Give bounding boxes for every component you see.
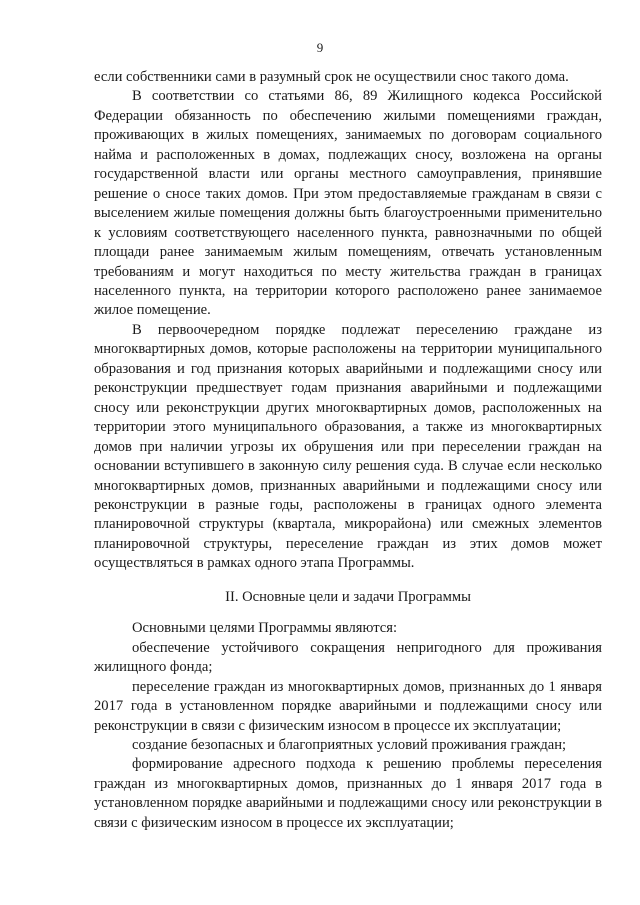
- goals-intro: Основными целями Программы являются:: [132, 620, 398, 637]
- goal-item: создание безопасных и благоприятных условий проживания граждан;: [132, 736, 567, 753]
- goal-item: обеспечение устойчивого сокращения непригодного для проживания жилищного фонда;: [94, 639, 602, 676]
- document-body: [94, 68, 602, 833]
- page-number: 9: [316, 40, 324, 55]
- paragraph-continuation: если собственники сами в разумный срок не осуществили снос такого дома.: [94, 69, 569, 85]
- goal-item: переселение граждан из многоквартирных домов, признанных до 1 января 2017 года в установленном порядке аварийными и подлежащими сносу или реконструкции в связи с физическим износом в процессе их эксплуатации;: [94, 678, 602, 734]
- paragraph-priority-resettlement: В первоочередном порядке подлежат переселению граждане из многоквартирных домов, которые расположены на территории муниципального образования и год признания которых аварийными и подлежащими сносу или реконструкции предшествует годам признания аварийными и подлежащими сносу или реконструкции других многоквартирных домов, расположенных на территории этого муниципального образования, а также из многоквартирных домов при наличии угрозы их обрушения или при переселении граждан на основании вступившего в законную силу решения суда. В случае если несколько многоквартирных домов, признанных аварийными и подлежащими сносу или реконструкции в разные годы, расположены в границах одного элемента планировочной структуры (квартала, микрорайона) или смежных элементов планировочной структуры, переселение граждан из этих домов может осуществляться в рамках одного этапа Программы.: [94, 321, 602, 572]
- section-heading: II. Основные цели и задачи Программы: [225, 588, 471, 605]
- paragraph-housing-code: В соответствии со статьями 86, 89 Жилищного кодекса Российской Федерации обязанность по обеспечению жилыми помещениями граждан, проживающих в жилых помещениях, занимаемых по договорам социального найма и расположенных в домах, подлежащих сносу, возложена на органы государственной власти или органы местного самоуправления, принявшие решение о сносе таких домов. При этом предоставляемые гражданам в связи с выселением жилые помещения должны быть благоустроенными применительно к условиям соответствующего населенного пункта, равнозначными по общей площади ранее занимаемым жилым помещениям, отвечать установленным требованиям и могут находиться по месту жительства граждан в границах населенного пункта, на территории которого расположено ранее занимаемое жилое помещение.: [94, 88, 602, 319]
- goal-item: формирование адресного подхода к решению проблемы переселения граждан из многоквартирных домов, признанных до 1 января 2017 года в установленном порядке аварийными и подлежащими сносу или реконструкции в связи с физическим износом в процессе их эксплуатации;: [94, 756, 602, 831]
